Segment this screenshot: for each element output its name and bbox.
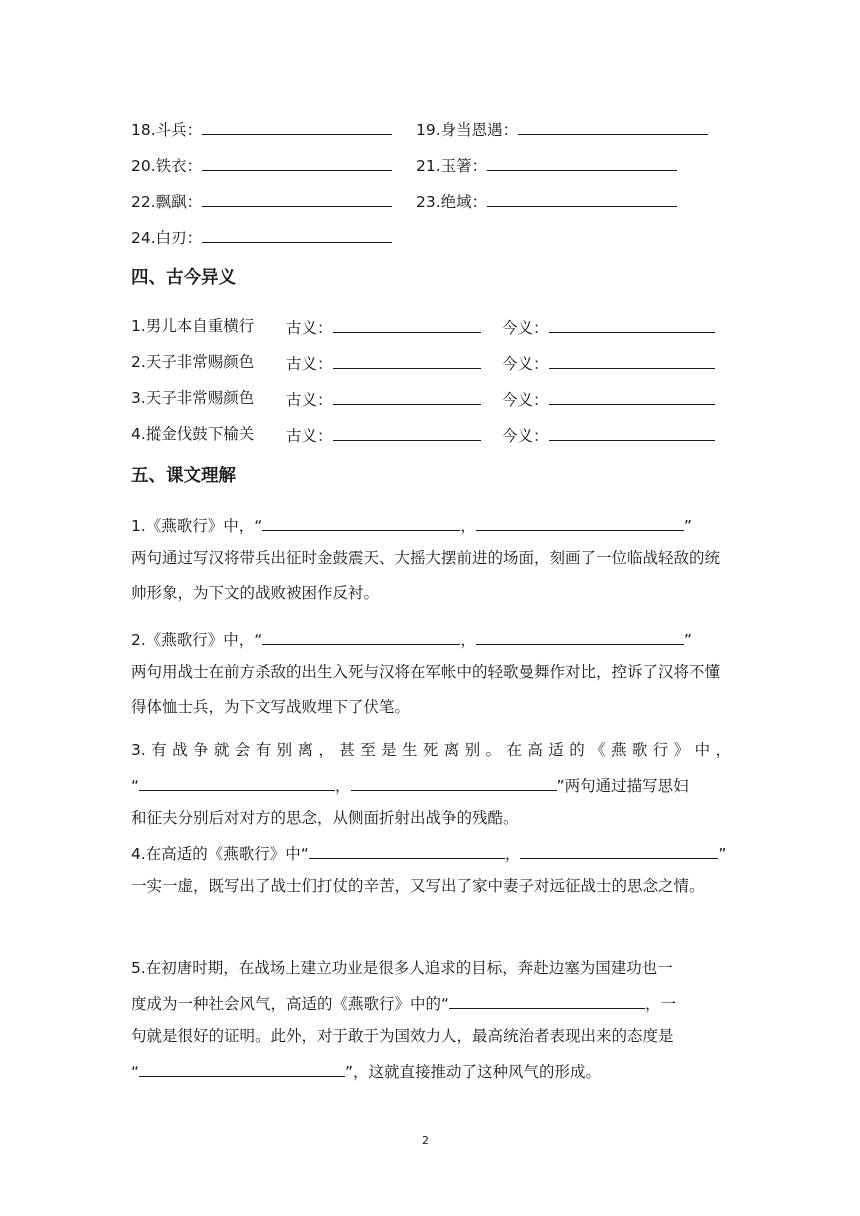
jin-label: 今义： bbox=[502, 355, 549, 373]
gujin-row bbox=[131, 316, 254, 336]
answer-blank[interactable] bbox=[476, 514, 684, 531]
jin-field bbox=[502, 424, 715, 446]
jin-label: 今义： bbox=[502, 319, 549, 337]
jin-field bbox=[502, 388, 715, 410]
vocab-item-21 bbox=[416, 154, 677, 176]
vocab-label: 19.身当恩遇： bbox=[416, 121, 519, 139]
question-5-line-3: 句就是很好的证明。此外，对于敢于为国效力人，最高统治者表现出来的态度是 bbox=[131, 1027, 674, 1045]
vocab-label: 21.玉箸： bbox=[416, 157, 488, 175]
section-heading: 五、课文理解 bbox=[131, 466, 236, 486]
answer-blank[interactable] bbox=[262, 514, 460, 531]
gu-field bbox=[286, 352, 481, 374]
gu-label: 古义： bbox=[286, 319, 333, 337]
q-comma: ， bbox=[460, 517, 476, 535]
gu-field bbox=[286, 424, 481, 446]
jin-field bbox=[502, 352, 715, 374]
page-number: 2 bbox=[422, 1134, 429, 1147]
vocab-label: 18.斗兵： bbox=[131, 121, 203, 139]
answer-blank[interactable] bbox=[309, 842, 505, 859]
answer-blank[interactable] bbox=[202, 118, 392, 135]
answer-blank[interactable] bbox=[333, 352, 481, 369]
vocab-item-23 bbox=[416, 190, 677, 212]
question-5-line-1: 5.在初唐时期，在战场上建立功业是很多人追求的目标，奔赴边塞为国建功也一 bbox=[131, 959, 673, 977]
q-prefix: 4.在高适的《燕歌行》中“ bbox=[131, 845, 309, 863]
answer-blank[interactable] bbox=[262, 628, 460, 645]
answer-blank[interactable] bbox=[518, 118, 708, 135]
question-1-line bbox=[131, 514, 692, 536]
question-4-body: 一实一虚，既写出了战士们打仗的辛苦，又写出了家中妻子对远征战士的思念之情。 bbox=[131, 877, 705, 895]
vocab-item-20 bbox=[131, 154, 392, 176]
question-1-body: 两句通过写汉将带兵出征时金鼓震天、大摇大摆前进的场面，刻画了一位临战轻敌的统帅形象，为下文的战败被困作反衬。 bbox=[131, 549, 721, 602]
answer-blank[interactable] bbox=[476, 628, 684, 645]
gu-label: 古义： bbox=[286, 355, 333, 373]
phrase: 3.天子非常赐颜色 bbox=[131, 389, 255, 407]
answer-blank[interactable] bbox=[333, 316, 481, 333]
answer-blank[interactable] bbox=[351, 774, 557, 791]
answer-blank[interactable] bbox=[549, 316, 715, 333]
gu-label: 古义： bbox=[286, 391, 333, 409]
vocab-item-19 bbox=[416, 118, 708, 140]
q-comma: ， bbox=[335, 777, 351, 795]
vocab-item-22 bbox=[131, 190, 392, 212]
gujin-row bbox=[131, 424, 254, 444]
gujin-row bbox=[131, 352, 254, 372]
jin-label: 今义： bbox=[502, 391, 549, 409]
q-text: ”，这就直接推动了这种风气的形成。 bbox=[345, 1063, 602, 1081]
q-close: ” bbox=[683, 631, 692, 649]
q-prefix: 1.《燕歌行》中，“ bbox=[131, 517, 263, 535]
answer-blank[interactable] bbox=[202, 154, 392, 171]
q-after: ”两句通过描写思妇 bbox=[556, 777, 689, 795]
answer-blank[interactable] bbox=[549, 352, 715, 369]
phrase: 1.男儿本自重横行 bbox=[131, 317, 255, 335]
answer-blank[interactable] bbox=[487, 154, 677, 171]
question-2-body: 两句用战士在前方杀敌的出生入死与汉将在军帐中的轻歌曼舞作对比，控诉了汉将不懂得体恤士兵，为下文写战败埋下了伏笔。 bbox=[131, 663, 721, 716]
jin-field bbox=[502, 316, 715, 338]
vocab-label: 20.铁衣： bbox=[131, 157, 203, 175]
question-3-line bbox=[131, 774, 689, 796]
section-heading: 四、古今异义 bbox=[131, 268, 236, 288]
q-comma: ， bbox=[460, 631, 476, 649]
question-3-intro: 3.有战争就会有别离，甚至是生死离别。在高适的《燕歌行》中， bbox=[131, 741, 731, 759]
gujin-row bbox=[131, 388, 254, 408]
q-close: ” bbox=[683, 517, 692, 535]
gu-field bbox=[286, 316, 481, 338]
question-5-line-2 bbox=[131, 992, 676, 1014]
phrase: 4.摐金伐鼓下榆关 bbox=[131, 425, 255, 443]
answer-blank[interactable] bbox=[202, 226, 392, 243]
q-text: “ bbox=[131, 1063, 140, 1081]
vocab-label: 22.飘飖： bbox=[131, 193, 203, 211]
jin-label: 今义： bbox=[502, 427, 549, 445]
q-text: ，一 bbox=[645, 995, 677, 1013]
answer-blank[interactable] bbox=[333, 388, 481, 405]
question-2-line bbox=[131, 628, 692, 650]
gu-label: 古义： bbox=[286, 427, 333, 445]
phrase: 2.天子非常赐颜色 bbox=[131, 353, 255, 371]
vocab-item-24 bbox=[131, 226, 392, 248]
answer-blank[interactable] bbox=[139, 1060, 345, 1077]
vocab-label: 23.绝域： bbox=[416, 193, 488, 211]
answer-blank[interactable] bbox=[333, 424, 481, 441]
vocab-item-18 bbox=[131, 118, 392, 140]
answer-blank[interactable] bbox=[202, 190, 392, 207]
q-comma: ， bbox=[504, 845, 521, 863]
answer-blank[interactable] bbox=[487, 190, 677, 207]
question-4-line bbox=[131, 842, 726, 864]
question-3-body: 和征夫分别后对对方的思念，从侧面折射出战争的残酷。 bbox=[131, 809, 519, 827]
q-prefix: 2.《燕歌行》中，“ bbox=[131, 631, 263, 649]
q-close: ” bbox=[718, 845, 727, 863]
q-text: 度成为一种社会风气，高适的《燕歌行》中的“ bbox=[131, 995, 450, 1013]
answer-blank[interactable] bbox=[520, 842, 718, 859]
answer-blank[interactable] bbox=[449, 992, 645, 1009]
q-open: “ bbox=[131, 777, 140, 795]
answer-blank[interactable] bbox=[549, 424, 715, 441]
vocab-label: 24.白刃： bbox=[131, 229, 203, 247]
answer-blank[interactable] bbox=[139, 774, 335, 791]
question-5-line-4 bbox=[131, 1060, 601, 1082]
answer-blank[interactable] bbox=[549, 388, 715, 405]
gu-field bbox=[286, 388, 481, 410]
